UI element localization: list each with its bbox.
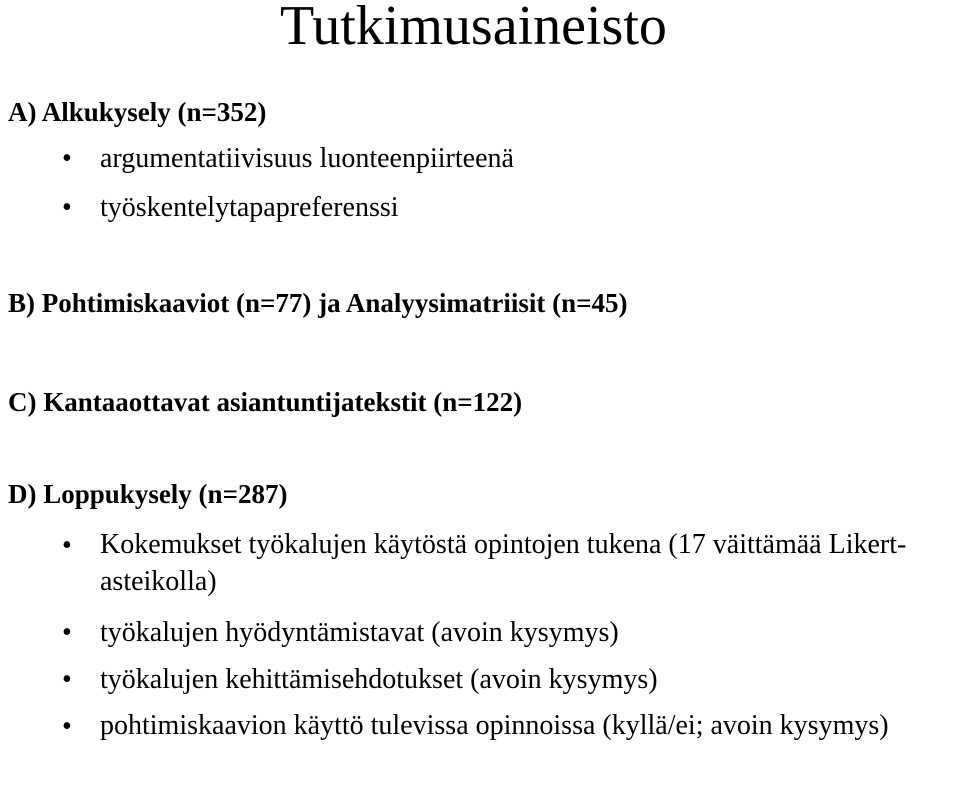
section-d-bullet-1: Kokemukset työkalujen käytöstä opintojen tukena (17 väittämää Likert-asteikolla) bbox=[100, 529, 907, 597]
section-d-bullet-3: työkalujen kehittämisehdotukset (avoin kysymys) bbox=[100, 664, 658, 695]
bullet-icon: • bbox=[62, 664, 72, 695]
section-d-bullet-4: pohtimiskaavion käyttö tulevissa opinnoissa (kyllä/ei; avoin kysymys) bbox=[100, 710, 889, 741]
bullet-icon: • bbox=[62, 617, 72, 648]
slide-title: Tutkimusaineisto bbox=[280, 0, 667, 57]
bullet-icon: • bbox=[62, 143, 72, 174]
section-a-bullet-2: työskentelytapapreferenssi bbox=[100, 192, 399, 223]
section-d-heading: D) Loppukysely (n=287) bbox=[8, 479, 288, 509]
section-a-heading: A) Alkukysely (n=352) bbox=[8, 97, 267, 127]
section-d-bullet-2: työkalujen hyödyntämistavat (avoin kysymys) bbox=[100, 617, 619, 648]
bullet-icon: • bbox=[62, 192, 72, 223]
bullet-icon: • bbox=[62, 530, 72, 561]
section-c-heading: C) Kantaaottavat asiantuntijatekstit (n=122) bbox=[8, 387, 523, 417]
section-a-bullet-1: argumentatiivisuus luonteenpiirteenä bbox=[100, 143, 514, 174]
bullet-icon: • bbox=[62, 711, 72, 742]
section-b-heading: B) Pohtimiskaaviot (n=77) ja Analyysimatriisit (n=45) bbox=[8, 288, 628, 318]
